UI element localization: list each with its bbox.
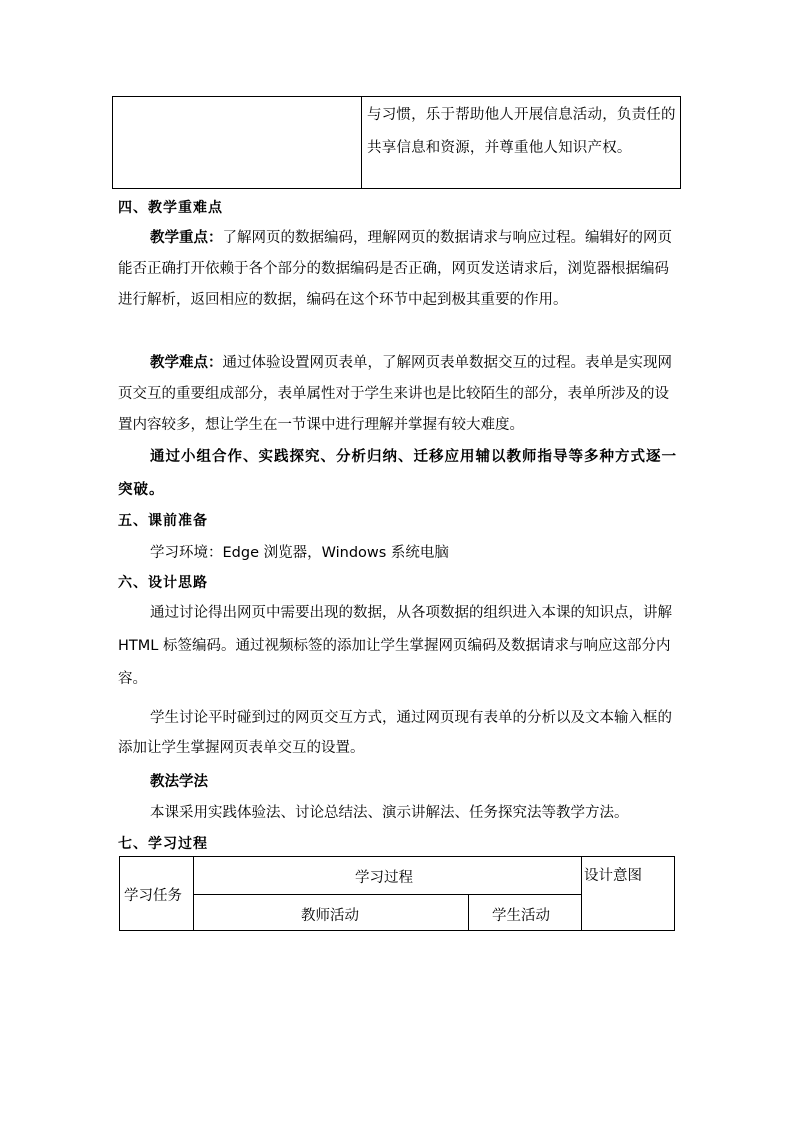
header-task: 学习任务 bbox=[124, 888, 182, 904]
design-paragraph-1: 通过讨论得出网页中需要出现的数据，从各项数据的组织进入本课的知识点，讲解 HTML 标签编码。通过视频标签的添加让学生掌握网页编码及数据请求与响应这部分内容。 bbox=[118, 605, 672, 687]
table-divider bbox=[361, 97, 362, 188]
table-line bbox=[468, 894, 469, 930]
teaching-methods-heading: 教法学法 bbox=[150, 773, 208, 790]
header-student: 学生活动 bbox=[492, 908, 550, 924]
difficulty-label: 教学难点： bbox=[150, 354, 223, 371]
difficulty-paragraph bbox=[118, 347, 678, 441]
key-points-label: 教学重点： bbox=[150, 229, 223, 246]
learning-process-table bbox=[119, 856, 675, 931]
teaching-methods-text: 本课采用实践体验法、讨论总结法、演示讲解法、任务探究法等教学方法。 bbox=[150, 805, 629, 821]
header-intent: 设计意图 bbox=[584, 868, 642, 884]
table-cell-text: 与习惯，乐于帮助他人开展信息活动，负责任的共享信息和资源，并尊重他人知识产权。 bbox=[367, 107, 676, 156]
section-heading-7: 七、学习过程 bbox=[118, 836, 208, 852]
key-points-paragraph bbox=[118, 222, 678, 316]
section-heading-4: 四、教学重难点 bbox=[118, 200, 223, 216]
table-line bbox=[581, 857, 582, 930]
header-process: 学习过程 bbox=[355, 870, 413, 886]
difficulty-text: 通过体验设置网页表单，了解网页表单数据交互的过程。表单是实现网页交互的重要组成部分，表单属性对于学生来讲也是比较陌生的部分，表单所涉及的设置内容较多，想让学生在一节课中进行理解并掌握有较大难度。 bbox=[118, 355, 672, 433]
section-heading-5: 五、课前准备 bbox=[118, 513, 208, 529]
header-teacher: 教师活动 bbox=[301, 908, 359, 924]
methods-paragraph: 通过小组合作、实践探究、分析归纳、迁移应用辅以教师指导等多种方式逐一突破。 bbox=[118, 448, 677, 498]
environment-text: 学习环境：Edge 浏览器，Windows 系统电脑 bbox=[150, 545, 449, 561]
continued-table bbox=[112, 96, 681, 189]
section-heading-6: 六、设计思路 bbox=[118, 575, 208, 591]
table-line bbox=[193, 894, 581, 895]
key-points-text: 了解网页的数据编码，理解网页的数据请求与响应过程。编辑好的网页能否正确打开依赖于各个部分的数据编码是否正确，网页发送请求后，浏览器根据编码进行解析，返回相应的数据，编码在这个环节中起到极其重要的作用。 bbox=[118, 230, 672, 308]
design-paragraph-2: 学生讨论平时碰到过的网页交互方式，通过网页现有表单的分析以及文本输入框的添加让学生掌握网页表单交互的设置。 bbox=[118, 710, 672, 756]
